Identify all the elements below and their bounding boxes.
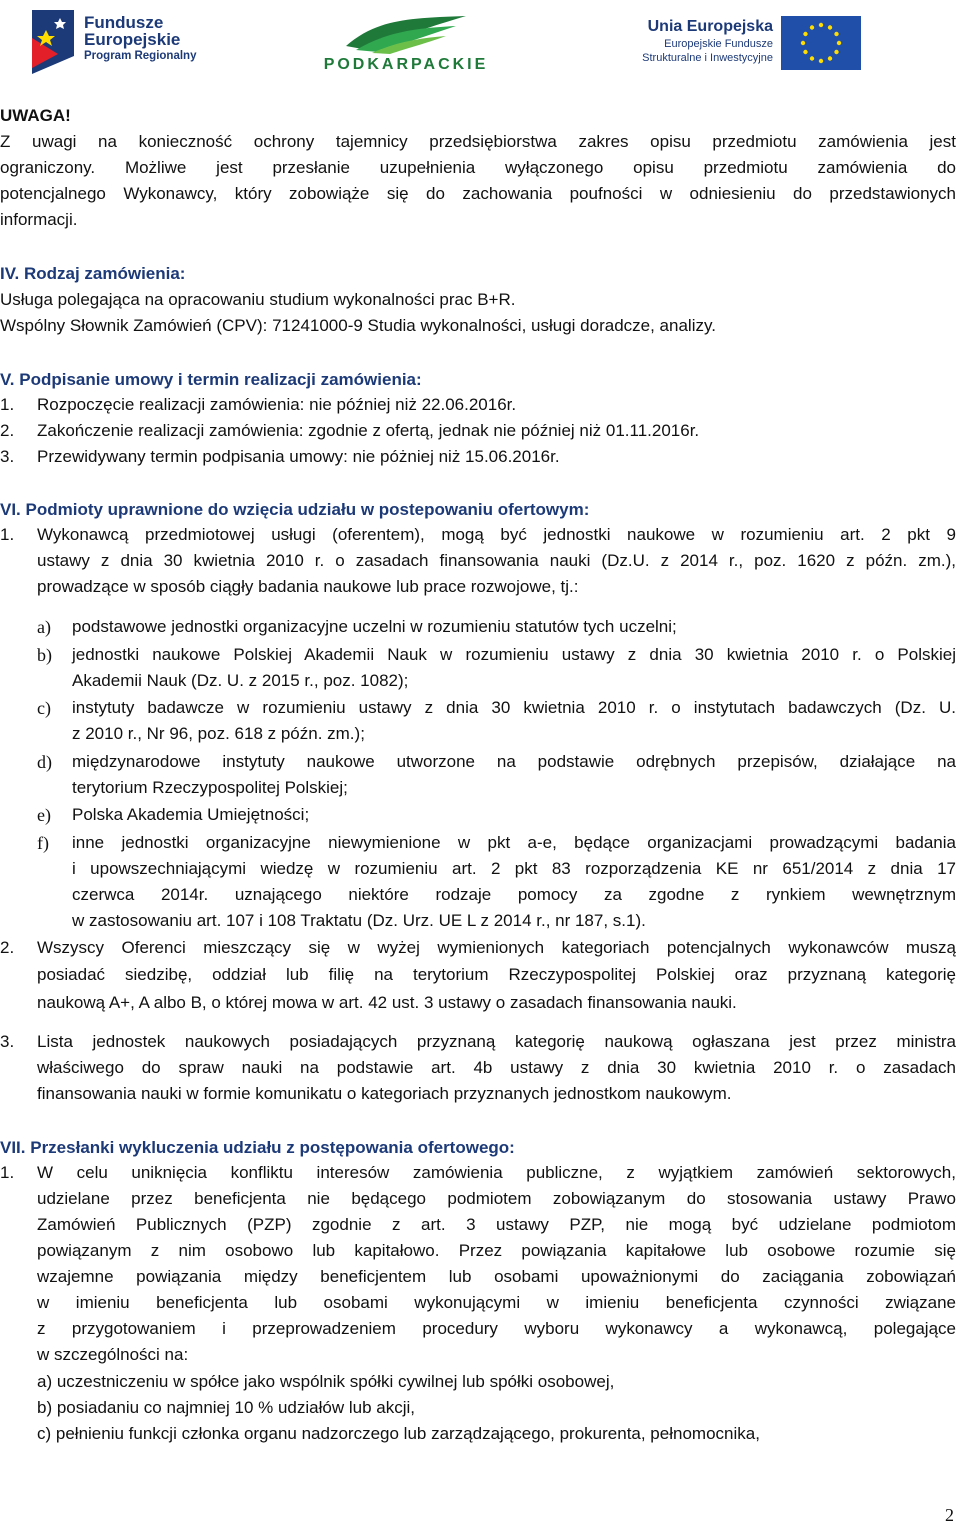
section-4-heading: IV. Rodzaj zamówienia:	[0, 264, 186, 283]
sub-item-line: z 2010 r., Nr 96, poz. 618 z późn. zm.);	[72, 724, 365, 743]
fe-logo-line1: Fundusze	[84, 13, 164, 32]
section-7-point: b) posiadaniu co najmniej 10 % udziałów lub akcji,	[37, 1398, 415, 1417]
section-6-item-line: Wykonawcą przedmiotowej usługi (oferentem), mogą być jednostki naukowe w rozumieniu art. 2 pkt 9	[37, 525, 956, 544]
sub-item-line: Polska Akademia Umiejętności;	[72, 805, 310, 824]
unia-europejska-logo	[628, 14, 863, 74]
section-6-item-number: 3.	[0, 1032, 15, 1051]
sub-item-line: podstawowe jednostki organizacyjne uczelni w rozumieniu statutów tych uczelni;	[72, 617, 677, 636]
section-7-point: c) pełnieniu funkcji członka organu nadzorczego lub zarządzającego, prokurenta, pełnomocnika,	[37, 1424, 760, 1443]
sub-item-letter: c)	[37, 698, 51, 718]
section-5-item-number: 2.	[0, 421, 15, 440]
section-6-item-number: 2.	[0, 938, 15, 957]
section-7-item-line: udzielane przez beneficjenta nie będącego podmiotem zobowiązanym do stosowania ustawy Prawo	[37, 1189, 956, 1208]
sub-item-line: inne jednostki organizacyjne niewymienione w pkt a-e, będące organizacjami prowadzącymi badania	[72, 833, 956, 852]
podkarpackie-mark-icon	[316, 10, 496, 56]
fe-logo-line3: Program Regionalny	[84, 50, 197, 62]
ue-logo-line2: Europejskie Fundusze	[664, 37, 773, 50]
section-6-item-line: naukową A+, A albo B, o której mowa w art. 42 ust. 3 ustawy o zasadach finansowania nauki.	[37, 993, 737, 1012]
sub-item-letter: f)	[37, 833, 49, 853]
header-logos	[0, 0, 960, 82]
section-6-item-line: prowadzące w sposób ciągły badania naukowe lub prace rozwojowe, tj.:	[37, 577, 579, 596]
section-5-item-number: 1.	[0, 395, 15, 414]
section-6-heading: VI. Podmioty uprawnione do wzięcia udziału w postepowaniu ofertowym:	[0, 500, 590, 519]
section-7-item-line: w imieniu beneficjenta lub osobami wykonującymi w imieniu beneficjenta czynności związane	[37, 1293, 956, 1312]
sub-item-line: w zastosowaniu art. 107 i 108 Traktatu (Dz. Urz. UE L z 2014 r., nr 187, s.1).	[72, 911, 646, 930]
sub-item-letter: e)	[37, 805, 51, 825]
sub-item-line: terytorium Rzeczypospolitej Polskiej;	[72, 778, 348, 797]
section-5-item-number: 3.	[0, 447, 15, 466]
section-6-item-line: Wszyscy Oferenci mieszczący się w wyżej wymienionych kategoriach potencjalnych wykonawców muszą	[37, 938, 956, 957]
section-7-item-line: W celu uniknięcia konfliktu interesów zamówienia publiczne, z wyjątkiem zamówień sektorowych,	[37, 1163, 956, 1182]
fe-logo-line2: Europejskie	[84, 30, 181, 49]
section-4-line: Usługa polegająca na opracowaniu studium wykonalności prac B+R.	[0, 290, 516, 309]
section-7-item-line: z przygotowaniem i przeprowadzeniem procedury wyboru wykonawcy a wykonawcą, polegające	[37, 1319, 956, 1338]
ue-logo-line3: Strukturalne i Inwestycyjne	[642, 51, 773, 64]
section-6-item-line: ustawy z dnia 30 kwietnia 2010 r. o zasadach finansowania nauki (Dz.U. z 2014 r., poz. 1620 z późn. zm.),	[37, 551, 956, 570]
sub-item-line: jednostki naukowe Polskiej Akademii Nauk w rozumieniu ustawy z dnia 30 kwietnia 2010 r. o Polskiej	[72, 645, 956, 664]
section-6-item-line: Lista jednostek naukowych posiadających przyznaną kategorię naukową ogłaszana jest przez ministra	[37, 1032, 956, 1051]
page-number: 2	[945, 1505, 954, 1525]
section-6-item-line: finansowania nauki w formie komunikatu o kategoriach przyznanych jednostkom naukowym.	[37, 1084, 732, 1103]
section-5-item: Rozpoczęcie realizacji zamówienia: nie później niż 22.06.2016r.	[37, 395, 517, 414]
section-7-heading: VII. Przesłanki wykluczenia udziału z postępowania ofertowego:	[0, 1138, 515, 1157]
sub-item-line: instytuty badawcze w rozumieniu ustawy z dnia 30 kwietnia 2010 r. o instytutach badawczych (Dz. U.	[72, 698, 956, 717]
section-7-point: a) uczestniczeniu w spółce jako wspólnik spółki cywilnej lub spółki osobowej,	[37, 1372, 615, 1391]
sub-item-line: czerwca 2014r. uznającego niektóre rodzaje pomocy za zgodne z rynkiem wewnętrznym	[72, 885, 956, 904]
pk-logo-text: PODKARPACKIE	[323, 56, 489, 73]
section-6-item-line: właściwego do spraw nauki na podstawie art. 4b ustawy z dnia 30 kwietnia 2010 r. o zasadach	[37, 1058, 956, 1077]
sub-item-letter: b)	[37, 645, 52, 665]
sub-item-line: i upowszechniającymi wiedzę w rozumieniu art. 2 pkt 83 rozporządzenia KE nr 651/2014 z dnia 17	[72, 859, 956, 878]
warning-line: informacji.	[0, 210, 78, 229]
warning-line: potencjalnego Wykonawcy, który zobowiąże się do zachowania poufności w odniesieniu do przedstawionych	[0, 184, 956, 203]
warning-title: UWAGA!	[0, 106, 71, 125]
section-6-item-number: 1.	[0, 525, 15, 544]
section-7-item-line: w szczególności na:	[37, 1345, 189, 1364]
ue-logo-line1: Unia Europejska	[647, 18, 773, 35]
sub-item-line: Akademii Nauk (Dz. U. z 2015 r., poz. 1082);	[72, 671, 409, 690]
section-7-item-line: wzajemne powiązania między beneficjentem lub osobami upoważnionymi do zaciągania zobowiązań	[37, 1267, 956, 1286]
warning-line: Z uwagi na konieczność ochrony tajemnicy przedsiębiorstwa zakres opisu przedmiotu zamówienia jest	[0, 132, 956, 151]
section-4-line: Wspólny Słownik Zamówień (CPV): 71241000-9 Studia wykonalności, usługi doradcze, analizy.	[0, 316, 716, 335]
eu-flag-icon	[781, 16, 861, 70]
section-5-item: Zakończenie realizacji zamówienia: zgodnie z ofertą, jednak nie później niż 01.11.2016r.	[37, 421, 700, 440]
section-7-item-number: 1.	[0, 1163, 15, 1182]
sub-item-letter: a)	[37, 617, 51, 637]
fe-flag-icon	[28, 8, 78, 76]
podkarpackie-logo	[316, 10, 496, 75]
section-5-heading: V. Podpisanie umowy i termin realizacji zamówienia:	[0, 370, 422, 389]
warning-line: ograniczony. Możliwe jest przesłanie uzupełnienia wyłączonego opisu przedmiotu zamówienia do	[0, 158, 956, 177]
section-7-item-line: powiązanym z nim osobowo lub kapitałowo. Przez powiązania kapitałowe lub osobowe rozumie się	[37, 1241, 956, 1260]
section-7-item-line: Zamówień Publicznych (PZP) zgodnie z art. 3 ustawy PZP, nie mogą być udzielane podmiotom	[37, 1215, 956, 1234]
fundusze-europejskie-logo	[28, 8, 228, 78]
section-5-item: Przewidywany termin podpisania umowy: nie póżniej niż 15.06.2016r.	[37, 447, 560, 466]
section-6-item-line: posiadać siedzibę, oddział lub filię na terytorium Rzeczypospolitej Polskiej oraz przyznaną kategorię	[37, 965, 956, 984]
sub-item-line: międzynarodowe instytuty naukowe utworzone na podstawie odrębnych przepisów, działające na	[72, 752, 956, 771]
sub-item-letter: d)	[37, 752, 52, 772]
